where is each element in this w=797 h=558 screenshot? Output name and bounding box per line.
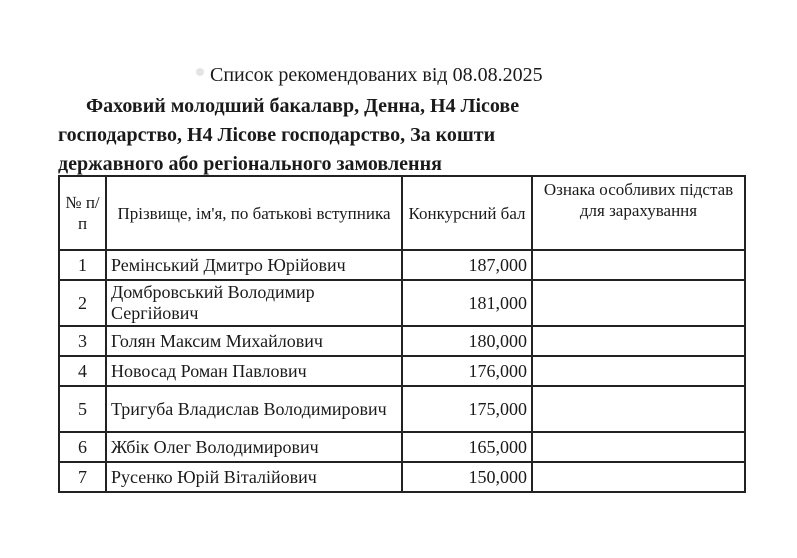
header-score: Конкурсний бал <box>402 176 532 250</box>
applicant-name: Домбровський Володимир Сергійович <box>106 280 402 326</box>
applicant-score: 187,000 <box>402 250 532 280</box>
applicant-name: Голян Максим Михайлович <box>106 326 402 356</box>
applicant-name: Новосад Роман Павлович <box>106 356 402 386</box>
applicant-name: Тригуба Владислав Володимирович <box>106 386 402 432</box>
header-special-grounds: Ознака особливих підстав для зарахування <box>532 176 745 250</box>
applicant-score: 181,000 <box>402 280 532 326</box>
row-number: 1 <box>59 250 106 280</box>
program-line-3: державного або регіонального замовлення <box>58 153 442 175</box>
recommended-list-table <box>58 175 746 493</box>
applicant-name: Русенко Юрій Віталійович <box>106 462 402 492</box>
table-row <box>59 432 745 462</box>
list-title: Список рекомендованих від 08.08.2025 <box>210 64 543 86</box>
special-grounds <box>532 326 745 356</box>
applicant-score: 150,000 <box>402 462 532 492</box>
special-grounds <box>532 462 745 492</box>
special-grounds <box>532 280 745 326</box>
header-number: № п/п <box>59 176 106 250</box>
row-number: 4 <box>59 356 106 386</box>
applicant-score: 180,000 <box>402 326 532 356</box>
applicant-name: Ремінський Дмитро Юрійович <box>106 250 402 280</box>
program-description <box>58 92 658 179</box>
table-header-row <box>59 176 745 250</box>
special-grounds <box>532 250 745 280</box>
header-name: Прізвище, ім'я, по батькові вступника <box>106 176 402 250</box>
applicant-score: 165,000 <box>402 432 532 462</box>
applicant-score: 175,000 <box>402 386 532 432</box>
table-row <box>59 280 745 326</box>
special-grounds <box>532 356 745 386</box>
table-row <box>59 386 745 432</box>
row-number: 3 <box>59 326 106 356</box>
table-row <box>59 462 745 492</box>
special-grounds <box>532 432 745 462</box>
table-row <box>59 356 745 386</box>
applicant-name: Жбік Олег Володимирович <box>106 432 402 462</box>
row-number: 2 <box>59 280 106 326</box>
row-number: 7 <box>59 462 106 492</box>
applicant-score: 176,000 <box>402 356 532 386</box>
row-number: 5 <box>59 386 106 432</box>
special-grounds <box>532 386 745 432</box>
row-number: 6 <box>59 432 106 462</box>
program-line-2: господарство, H4 Лісове господарство, За кошти <box>58 124 496 146</box>
scan-speck <box>196 68 204 76</box>
table-row <box>59 326 745 356</box>
table-row <box>59 250 745 280</box>
program-line-1: Фаховий молодший бакалавр, Денна, H4 Лісове <box>86 95 520 117</box>
